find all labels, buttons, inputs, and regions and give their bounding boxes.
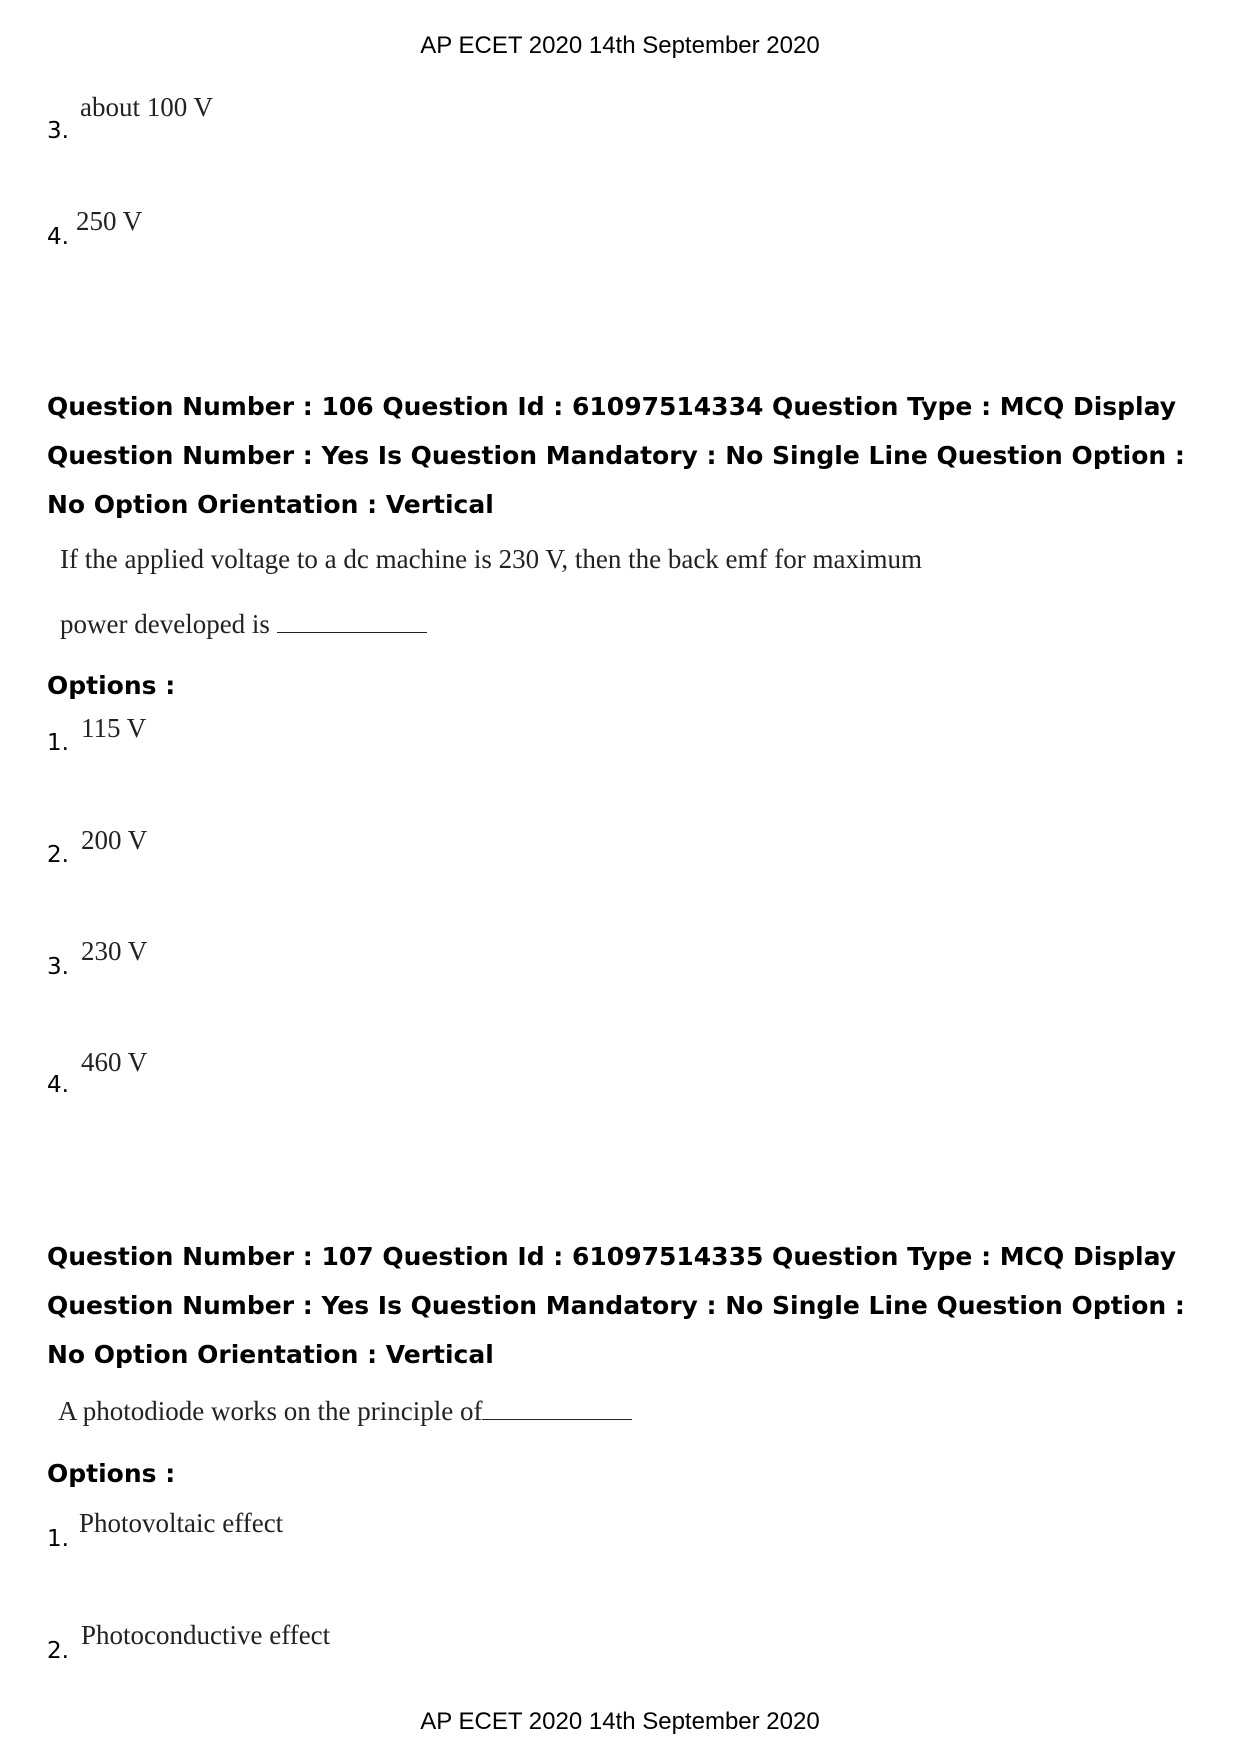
option-number: 1. [47, 1526, 69, 1552]
option-text: Photoconductive effect [81, 1620, 331, 1650]
options-label: Options : [47, 671, 176, 700]
answer-blank [482, 1399, 632, 1420]
option-number: 3. [47, 118, 69, 144]
option-number: 4. [47, 224, 69, 250]
page-footer: AP ECET 2020 14th September 2020 [420, 1708, 820, 1735]
options-label: Options : [47, 1459, 176, 1488]
question-header: Question Number : 107 Question Id : 61097514335 Question Type : MCQ Display Question Number : Yes Is Question Mandatory : No Single Line Question Option : No Option Orientation : Vertical [47, 1242, 1185, 1369]
question-text: If the applied voltage to a dc machine is 230 V, then the back emf for maximum [60, 544, 923, 574]
question-text-line1 [58, 1396, 632, 1427]
option-text: 460 V [81, 1047, 148, 1077]
option-number: 2. [47, 842, 69, 868]
question-text: A photodiode works on the principle of [58, 1396, 483, 1426]
option-number: 4. [47, 1072, 69, 1098]
option-text: 230 V [81, 936, 148, 966]
option-number: 1. [47, 730, 69, 756]
option-text: Photovoltaic effect [79, 1508, 284, 1538]
question-text: power developed is [60, 609, 270, 639]
option-text: 250 V [76, 206, 143, 236]
option-number: 2. [47, 1638, 69, 1664]
option-text: about 100 V [80, 92, 213, 122]
answer-blank [277, 612, 427, 633]
question-header: Question Number : 106 Question Id : 61097514334 Question Type : MCQ Display Question Number : Yes Is Question Mandatory : No Single Line Question Option : No Option Orientation : Vertical [47, 392, 1185, 519]
option-text: 200 V [81, 825, 148, 855]
option-text: 115 V [81, 713, 147, 743]
question-text-line2 [60, 609, 427, 640]
option-number: 3. [47, 954, 69, 980]
page-header: AP ECET 2020 14th September 2020 [420, 32, 820, 59]
